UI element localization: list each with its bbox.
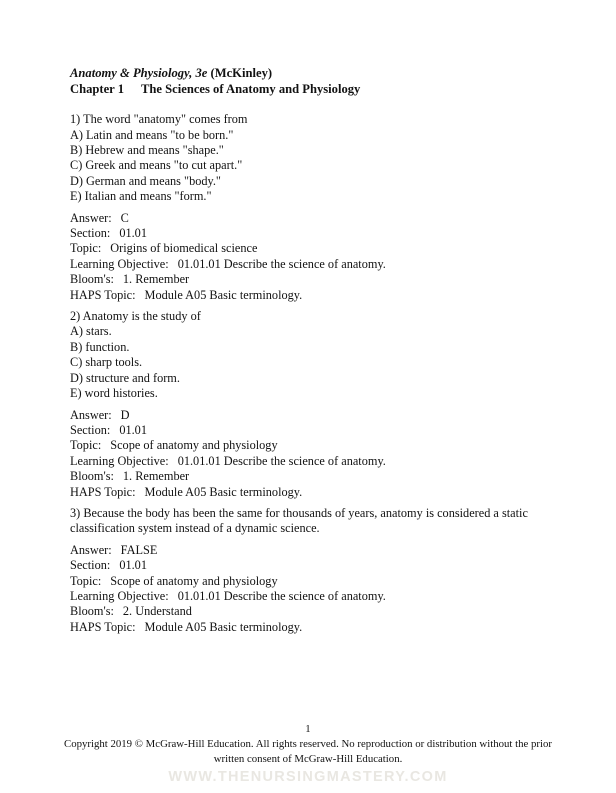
question-option-e: E) Italian and means "form." [70, 189, 212, 204]
answer-line [70, 543, 562, 558]
blooms-line [70, 272, 562, 287]
answer-value: C [120, 210, 129, 225]
book-title-italic: Anatomy & Physiology, 3e [70, 66, 208, 80]
question-option-e: E) word histories. [70, 386, 158, 401]
haps-topic-value: Module A05 Basic terminology. [144, 287, 303, 302]
topic-line [70, 241, 562, 256]
answer-value: D [120, 407, 130, 422]
question-metadata [70, 408, 562, 500]
answer-value: FALSE [120, 542, 158, 557]
book-title [70, 66, 562, 82]
section-label: Section: [70, 558, 111, 573]
chapter-heading [70, 82, 562, 98]
question-option-d: D) German and means "body." [70, 173, 221, 188]
section-line [70, 423, 562, 438]
question-block-3 [70, 506, 562, 635]
learning-objective-value: 01.01.01 Describe the science of anatomy. [177, 256, 386, 271]
blooms-value: 2. Understand [122, 604, 192, 619]
learning-objective-line [70, 454, 562, 469]
section-value: 01.01 [119, 226, 147, 241]
question-block-1 [70, 112, 562, 303]
haps-topic-value: Module A05 Basic terminology. [144, 619, 303, 634]
section-line [70, 226, 562, 241]
blooms-value: 1. Remember [122, 469, 190, 484]
section-line [70, 558, 562, 573]
question-option-d: D) structure and form. [70, 370, 180, 385]
question-option-c: C) Greek and means "to cut apart." [70, 158, 243, 173]
topic-line [70, 438, 562, 453]
learning-objective-value: 01.01.01 Describe the science of anatomy. [177, 453, 386, 468]
answer-line [70, 408, 562, 423]
haps-topic-label: HAPS Topic: [70, 287, 136, 302]
blooms-value: 1. Remember [122, 272, 190, 287]
haps-topic-line [70, 620, 562, 635]
copyright-line-2: written consent of McGraw-Hill Education. [213, 753, 403, 766]
learning-objective-line [70, 257, 562, 272]
haps-topic-line [70, 288, 562, 303]
topic-label: Topic: [70, 438, 102, 453]
blooms-line [70, 469, 562, 484]
topic-value: Origins of biomedical science [110, 241, 258, 256]
learning-objective-label: Learning Objective: [70, 588, 169, 603]
haps-topic-label: HAPS Topic: [70, 619, 136, 634]
learning-objective-label: Learning Objective: [70, 256, 169, 271]
blooms-line [70, 604, 562, 619]
question-prompt-line-2: classification system instead of a dynamic science. [70, 521, 320, 536]
blooms-label: Bloom's: [70, 469, 114, 484]
blooms-label: Bloom's: [70, 272, 114, 287]
question-option-a: A) Latin and means "to be born." [70, 127, 234, 142]
watermark-text: WWW.THENURSINGMASTERY.COM [168, 769, 448, 785]
learning-objective-line [70, 589, 562, 604]
haps-topic-line [70, 485, 562, 500]
topic-line [70, 574, 562, 589]
topic-label: Topic: [70, 241, 102, 256]
question-prompt: 2) Anatomy is the study of [70, 309, 201, 324]
learning-objective-label: Learning Objective: [70, 453, 169, 468]
document-content [70, 66, 562, 635]
answer-line [70, 211, 562, 226]
book-title-author: (McKinley) [207, 66, 273, 80]
learning-objective-value: 01.01.01 Describe the science of anatomy. [177, 588, 386, 603]
haps-topic-value: Module A05 Basic terminology. [144, 484, 303, 499]
section-label: Section: [70, 226, 111, 241]
question-prompt-line-1: 3) Because the body has been the same for thousands of years, anatomy is considered a static [70, 505, 528, 520]
topic-label: Topic: [70, 573, 102, 588]
answer-label: Answer: [70, 210, 112, 225]
question-option-a: A) stars. [70, 324, 112, 339]
question-option-b: B) function. [70, 339, 130, 354]
section-value: 01.01 [119, 558, 147, 573]
question-option-b: B) Hebrew and means "shape." [70, 143, 224, 157]
copyright-line-1: Copyright 2019 © McGraw-Hill Education. All rights reserved. No reproduction or distribution without the prior [64, 738, 552, 750]
copyright-notice [0, 737, 616, 767]
page-number: 1 [305, 723, 311, 735]
haps-topic-label: HAPS Topic: [70, 484, 136, 499]
answer-label: Answer: [70, 542, 112, 557]
topic-value: Scope of anatomy and physiology [110, 438, 278, 453]
blooms-label: Bloom's: [70, 604, 114, 619]
question-option-c: C) sharp tools. [70, 355, 143, 370]
question-block-2 [70, 309, 562, 500]
chapter-title: The Sciences of Anatomy and Physiology [141, 81, 361, 96]
question-metadata [70, 543, 562, 635]
answer-label: Answer: [70, 407, 112, 422]
chapter-label: Chapter 1 [70, 81, 124, 96]
question-metadata [70, 211, 562, 303]
question-prompt: 1) The word "anatomy" comes from [70, 112, 248, 127]
section-label: Section: [70, 422, 111, 437]
topic-value: Scope of anatomy and physiology [110, 573, 278, 588]
section-value: 01.01 [119, 422, 147, 437]
